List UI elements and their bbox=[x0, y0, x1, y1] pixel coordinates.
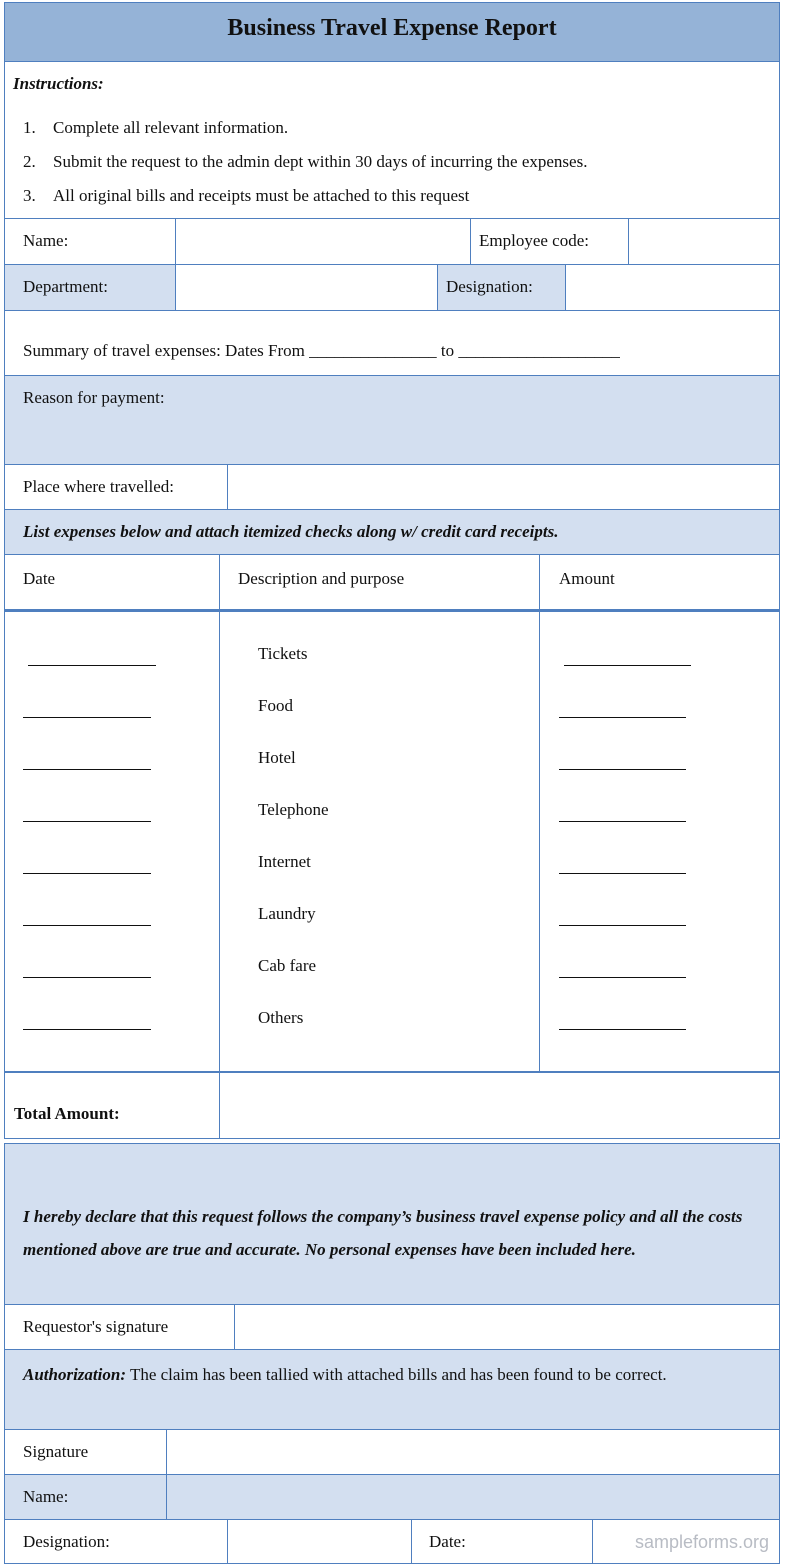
designation-field[interactable] bbox=[567, 265, 778, 310]
authorization-section bbox=[4, 1349, 780, 1430]
place-label: Place where travelled: bbox=[23, 477, 175, 496]
total-amount-label: Total Amount: bbox=[14, 1104, 120, 1123]
authorization-label: Authorization: bbox=[23, 1365, 126, 1384]
date-blank[interactable] bbox=[23, 1029, 151, 1030]
expense-item-internet: Internet bbox=[258, 852, 311, 871]
place-field[interactable] bbox=[229, 465, 778, 509]
authorizer-name-field[interactable] bbox=[168, 1475, 778, 1519]
declaration-text: I hereby declare that this request follows the company’s business travel expense policy and all the costs mentioned above are true and accurate. No personal expenses have been included here. bbox=[23, 1207, 743, 1259]
date-label: Date: bbox=[429, 1532, 466, 1551]
declaration-section bbox=[4, 1143, 780, 1305]
amount-blank[interactable] bbox=[559, 1029, 686, 1030]
expense-item-others: Others bbox=[258, 1008, 304, 1027]
date-blank[interactable] bbox=[23, 873, 151, 874]
date-blank[interactable] bbox=[23, 925, 151, 926]
authorization-text: Authorization: The claim has been tallied with attached bills and has been found to be correct. bbox=[23, 1365, 667, 1384]
name-label: Name: bbox=[23, 231, 69, 250]
amount-blank[interactable] bbox=[564, 665, 691, 666]
reason-row[interactable] bbox=[4, 375, 780, 465]
total-row bbox=[4, 1071, 780, 1139]
name-field[interactable] bbox=[177, 219, 469, 264]
instructions-heading: Instructions: bbox=[13, 74, 104, 93]
header-description: Description and purpose bbox=[238, 569, 405, 588]
header-amount: Amount bbox=[559, 569, 615, 588]
name-row bbox=[4, 218, 780, 265]
instruction-item: 1. Complete all relevant information. bbox=[23, 118, 289, 137]
date-blank[interactable] bbox=[28, 665, 156, 666]
date-blank[interactable] bbox=[23, 977, 151, 978]
reason-label: Reason for payment: bbox=[23, 388, 165, 407]
authorizer-designation-field[interactable] bbox=[229, 1520, 411, 1563]
department-row bbox=[4, 264, 780, 311]
expense-instruction: List expenses below and attach itemized checks along w/ credit card receipts. bbox=[23, 522, 559, 541]
amount-blank[interactable] bbox=[559, 925, 686, 926]
instruction-item: 3. All original bills and receipts must be attached to this request bbox=[23, 186, 470, 205]
requestor-signature-row bbox=[4, 1304, 780, 1350]
expense-table-header bbox=[4, 554, 780, 612]
amount-blank[interactable] bbox=[559, 821, 686, 822]
designation-date-row bbox=[4, 1519, 780, 1564]
amount-blank[interactable] bbox=[559, 873, 686, 874]
department-field[interactable] bbox=[177, 265, 437, 310]
expense-item-hotel: Hotel bbox=[258, 748, 296, 767]
instructions-list bbox=[23, 116, 587, 218]
date-blank[interactable] bbox=[23, 821, 151, 822]
title-bar bbox=[4, 2, 780, 62]
authorizer-name-row bbox=[4, 1474, 780, 1520]
employee-code-field[interactable] bbox=[630, 219, 778, 264]
expense-table-body bbox=[4, 610, 780, 1073]
signature-row bbox=[4, 1429, 780, 1475]
instruction-item: 2. Submit the request to the admin dept within 30 days of incurring the expenses. bbox=[23, 152, 588, 171]
summary-row bbox=[4, 310, 780, 376]
amount-blank[interactable] bbox=[559, 977, 686, 978]
employee-code-label: Employee code: bbox=[479, 231, 589, 250]
instructions-section bbox=[4, 61, 780, 219]
total-amount-field[interactable] bbox=[221, 1072, 778, 1138]
requestor-signature-label: Requestor's signature bbox=[23, 1317, 169, 1336]
expense-item-telephone: Telephone bbox=[258, 800, 329, 819]
page-title: Business Travel Expense Report bbox=[227, 15, 557, 41]
amount-blank[interactable] bbox=[559, 769, 686, 770]
department-label: Department: bbox=[23, 277, 108, 296]
expense-item-cab-fare: Cab fare bbox=[258, 956, 317, 975]
date-blank[interactable] bbox=[23, 717, 151, 718]
authorizer-name-label: Name: bbox=[23, 1487, 69, 1506]
expense-report-form bbox=[4, 2, 780, 1564]
header-date: Date bbox=[23, 569, 56, 588]
expense-item-tickets: Tickets bbox=[258, 644, 308, 663]
designation-label: Designation: bbox=[446, 277, 533, 296]
date-blank[interactable] bbox=[23, 769, 151, 770]
expense-item-food: Food bbox=[258, 696, 293, 715]
amount-blank[interactable] bbox=[559, 717, 686, 718]
expense-item-laundry: Laundry bbox=[258, 904, 316, 923]
summary-dates[interactable]: Summary of travel expenses: Dates From _______________ to ___________________ bbox=[23, 341, 620, 360]
requestor-signature-field[interactable] bbox=[236, 1305, 778, 1349]
watermark: sampleforms.org bbox=[634, 1532, 769, 1552]
expense-instruction-row bbox=[4, 509, 780, 555]
authorizer-designation-label: Designation: bbox=[23, 1532, 110, 1551]
signature-field[interactable] bbox=[168, 1430, 778, 1474]
signature-label: Signature bbox=[23, 1442, 89, 1461]
place-row bbox=[4, 464, 780, 510]
